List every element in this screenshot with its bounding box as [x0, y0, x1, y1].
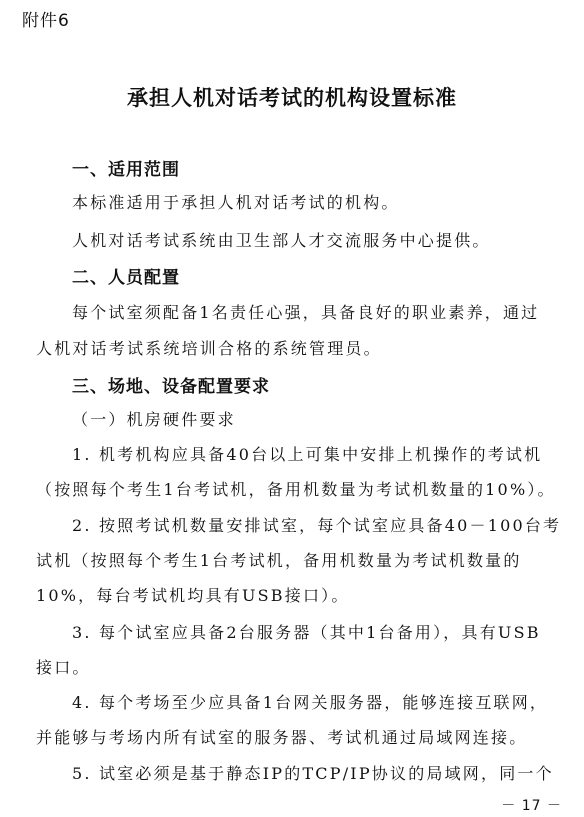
paragraph-line: 试机（按照每个考生1台考试机，备用机数量为考试机数量的 [36, 551, 522, 570]
paragraph-line: 5. 试室必须是基于静态IP的TCP/IP协议的局域网，同一个 [72, 764, 554, 783]
paragraph-line: 每个试室须配备1名责任心强，具备良好的职业素养，通过 [72, 303, 540, 322]
document-title: 承担人机对话考试的机构设置标准 [127, 86, 457, 110]
paragraph-line: 本标准适用于承担人机对话考试的机构。 [72, 193, 400, 212]
paragraph-line: 人机对话考试系统由卫生部人才交流服务中心提供。 [72, 231, 491, 250]
paragraph-line: 接口。 [36, 658, 91, 677]
paragraph-line: 10%，每台考试机均具有USB接口）。 [36, 586, 350, 605]
paragraph-line: 3. 每个试室应具备2台服务器（其中1台备用），具有USB [72, 623, 541, 642]
section-heading-facilities: 三、场地、设备配置要求 [72, 377, 270, 397]
paragraph-line: （按照每个考生1台考试机，备用机数量为考试机数量的10%）。 [36, 480, 556, 499]
paragraph-line: 2. 按照考试机数量安排试室，每个试室应具备40－100台考 [72, 516, 562, 535]
paragraph-line: 并能够与考场内所有试室的服务器、考试机通过局域网连接。 [36, 728, 528, 747]
subsection-heading: （一）机房硬件要求 [72, 410, 236, 429]
section-heading-scope: 一、适用范围 [72, 160, 180, 180]
paragraph-line: 4. 每个考场至少应具备1台网关服务器，能够连接互联网， [72, 693, 549, 712]
paragraph-line: 1. 机考机构应具备40台以上可集中安排上机操作的考试机 [72, 445, 543, 464]
section-heading-staffing: 二、人员配置 [72, 268, 180, 288]
paragraph-line: 人机对话考试系统培训合格的系统管理员。 [36, 339, 382, 358]
page-number: － 17 － [501, 798, 562, 814]
attachment-label: 附件6 [22, 11, 70, 31]
